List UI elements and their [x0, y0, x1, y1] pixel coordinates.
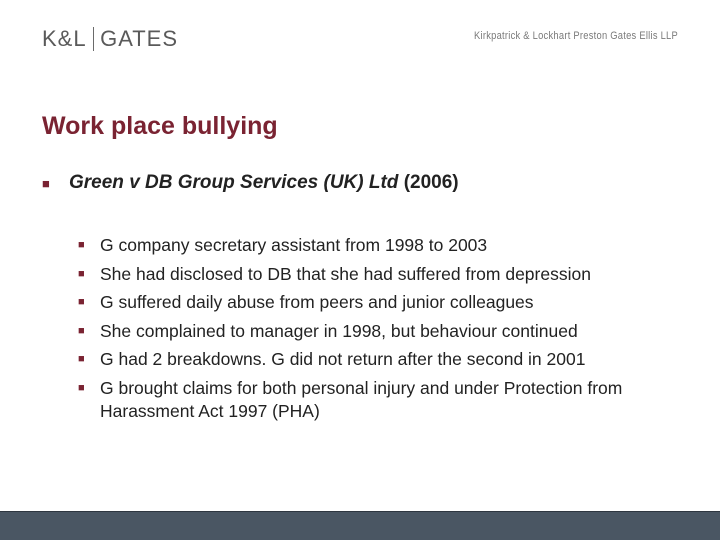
firm-name: Kirkpatrick & Lockhart Preston Gates Ellis LLP [473, 30, 678, 42]
list-item-text: G company secretary assistant from 1998 to 2003 [100, 235, 488, 255]
list-item [78, 234, 688, 258]
case-year: (2006) [403, 172, 459, 193]
square-bullet-icon: ■ [78, 353, 85, 365]
list-item [78, 320, 688, 344]
list-item [78, 377, 688, 424]
main-bullet [42, 172, 459, 194]
list-item-text: G suffered daily abuse from peers and junior colleagues [100, 292, 534, 312]
list-item-text: She complained to manager in 1998, but behaviour continued [100, 320, 578, 341]
square-bullet-icon: ■ [78, 296, 85, 308]
list-item-text: G had 2 breakdowns. G did not return after the second in 2001 [100, 349, 586, 369]
list-item [78, 348, 688, 372]
logo-divider [93, 27, 95, 51]
square-bullet-icon: ■ [78, 381, 85, 394]
square-bullet-icon: ■ [78, 324, 85, 337]
square-bullet-icon: ■ [42, 176, 50, 191]
slide-title: Work place bullying [42, 112, 278, 140]
list-item-text: G brought claims for both personal injury and under Protection from Harassment Act 1997 (PHA) [100, 377, 623, 421]
list-item [78, 263, 688, 287]
kl-gates-logo [42, 26, 178, 52]
square-bullet-icon: ■ [78, 267, 85, 280]
case-name: Green v DB Group Services (UK) Ltd [69, 172, 399, 193]
list-item [78, 291, 688, 315]
logo-text-kl: K&L [42, 26, 87, 51]
footer-bar [0, 511, 720, 540]
list-item-text: She had disclosed to DB that she had suffered from depression [100, 263, 591, 284]
logo-text-gates: GATES [100, 26, 179, 51]
square-bullet-icon: ■ [78, 239, 85, 251]
sub-bullet-list [78, 234, 688, 429]
